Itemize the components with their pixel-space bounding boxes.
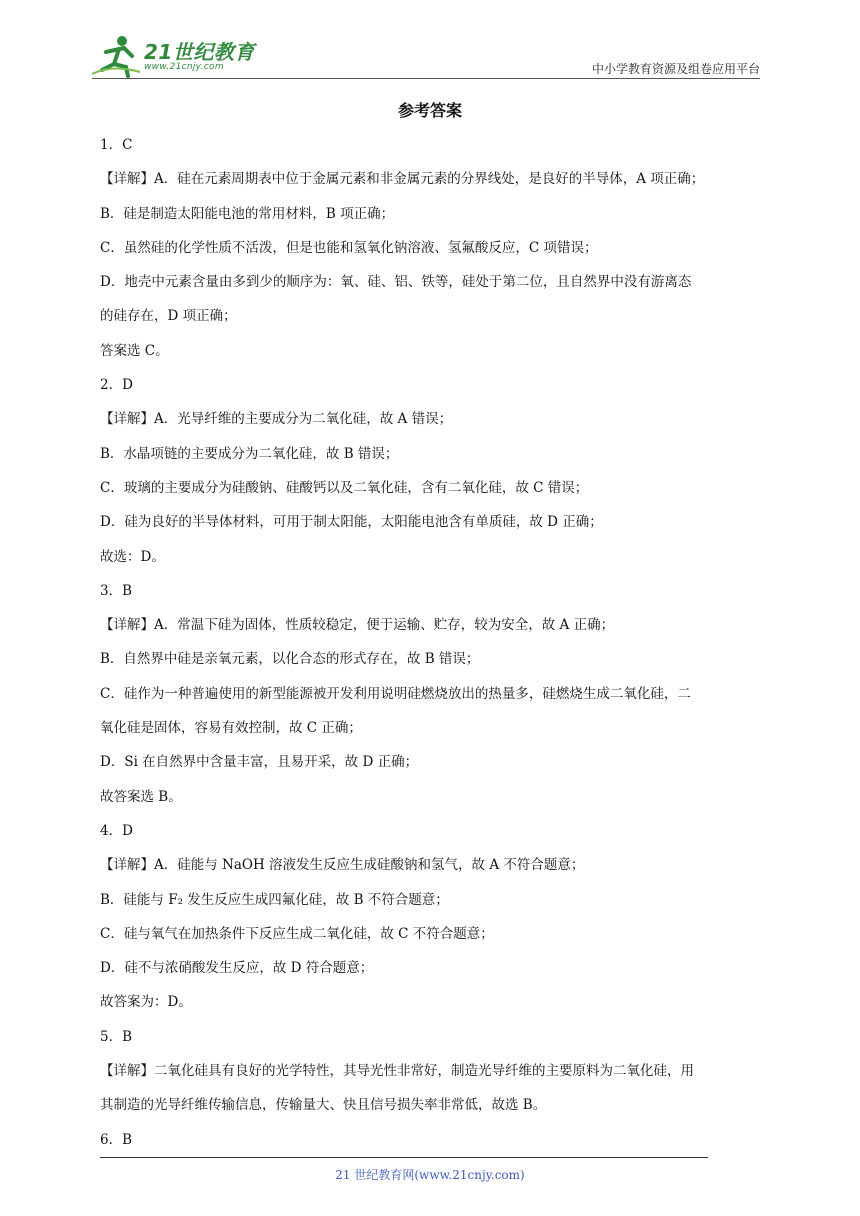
- runner-logo-icon: [92, 34, 142, 78]
- text-line: 【详解】A．常温下硅为固体，性质较稳定，便于运输、贮存，较为安全，故 A 正确；: [100, 617, 615, 634]
- text-line: 【详解】A．硅在元素周期表中位于金属元素和非金属元素的分界线处，是良好的半导体，A 项正确；: [100, 171, 705, 188]
- text-line: 2．D: [100, 377, 133, 394]
- answer-content: [100, 128, 764, 1157]
- platform-tagline: 中小学教育资源及组卷应用平台: [591, 62, 760, 76]
- text-line: 5．B: [100, 1028, 133, 1045]
- footer-divider: [100, 1157, 708, 1158]
- text-line: 故选：D。: [100, 548, 165, 565]
- text-line: 氧化硅是固体，容易有效控制，故 C 正确；: [100, 720, 362, 737]
- header-divider: [92, 78, 760, 79]
- text-line: 3．B: [100, 582, 133, 599]
- text-line: 答案选 C。: [100, 342, 169, 359]
- text-line: 【详解】A．硅能与 NaOH 溶液发生反应生成硅酸钠和氢气，故 A 不符合题意；: [100, 857, 585, 874]
- footer-link[interactable]: 21 世纪教育网(www.21cnjy.com): [335, 1168, 525, 1182]
- text-line: B．硅是制造太阳能电池的常用材料，B 项正确；: [100, 205, 395, 222]
- text-line: 故答案为：D。: [100, 994, 192, 1011]
- page-title: 参考答案: [397, 101, 462, 120]
- text-line: B．自然界中硅是亲氧元素，以化合态的形式存在，故 B 错误；: [100, 651, 480, 668]
- text-line: 其制造的光导纤维传输信息，传输量大、快且信号损失率非常低，故选 B。: [100, 1097, 547, 1114]
- text-line: D．Si 在自然界中含量丰富，且易开采，故 D 正确；: [100, 754, 419, 771]
- text-line: 的硅存在，D 项正确；: [100, 308, 237, 325]
- text-line: B．硅能与 F₂ 发生反应生成四氟化硅，故 B 不符合题意；: [100, 891, 449, 908]
- site-logo[interactable]: [92, 34, 262, 78]
- logo-text: 21世纪教育: [144, 40, 255, 64]
- text-line: C．虽然硅的化学性质不活泼，但是也能和氢氧化钠溶液、氢氟酸反应，C 项错误；: [100, 239, 598, 256]
- text-line: 1．C: [100, 137, 133, 153]
- text-line: C．玻璃的主要成分为硅酸钠、硅酸钙以及二氧化硅，含有二氧化硅，故 C 错误；: [100, 479, 589, 496]
- text-line: D．地壳中元素含量由多到少的顺序为：氧、硅、铝、铁等，硅处于第二位，且自然界中没有游离态: [100, 274, 692, 291]
- text-line: 6．B: [100, 1131, 133, 1148]
- text-line: D．硅不与浓硝酸发生反应，故 D 符合题意；: [100, 960, 374, 977]
- text-line: 4．D: [100, 822, 133, 839]
- text-line: 【详解】二氧化硅具有良好的光学特性，其导光性非常好，制造光导纤维的主要原料为二氧化硅，用: [100, 1063, 694, 1080]
- text-line: C．硅作为一种普遍使用的新型能源被开发利用说明硅燃烧放出的热量多，硅燃烧生成二氧化硅，二: [100, 685, 691, 702]
- text-line: B．水晶项链的主要成分为二氧化硅，故 B 错误；: [100, 445, 399, 462]
- text-line: C．硅与氧气在加热条件下反应生成二氧化硅，故 C 不符合题意；: [100, 925, 494, 942]
- text-line: D．硅为良好的半导体材料，可用于制太阳能，太阳能电池含有单质硅，故 D 正确；: [100, 514, 603, 531]
- page-header: [92, 30, 760, 80]
- text-line: 【详解】A．光导纤维的主要成分为二氧化硅，故 A 错误；: [100, 411, 453, 428]
- logo-url: www.21cnjy.com: [144, 62, 224, 72]
- text-line: 故答案选 B。: [100, 788, 182, 805]
